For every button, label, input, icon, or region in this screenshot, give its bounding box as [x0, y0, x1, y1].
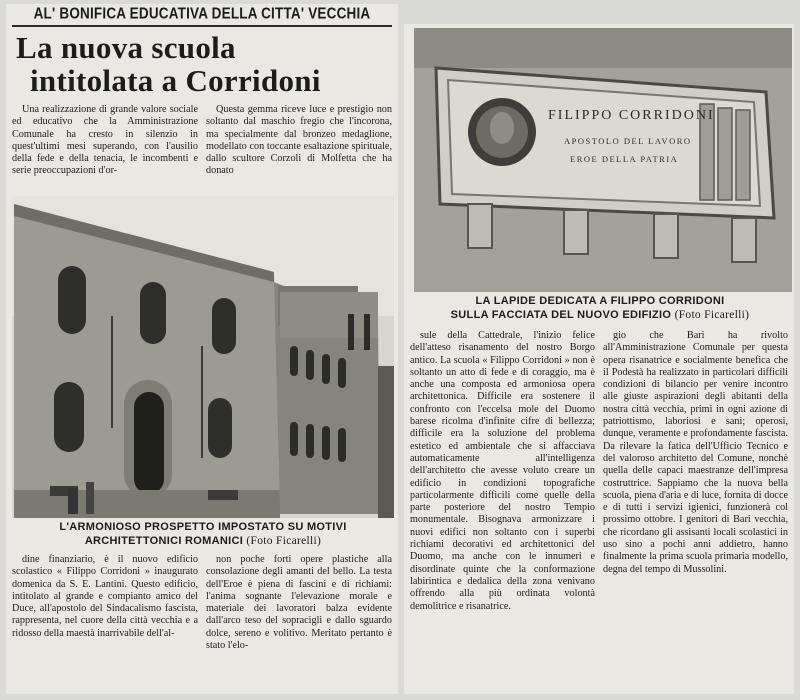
plaque-name: FILIPPO CORRIDONI [548, 108, 715, 123]
building-caption-line-2: ARCHITETTONICI ROMANICI [84, 535, 244, 547]
building-caption-line-1: L'ARMONIOSO PROSPETTO IMPOSTATO SU MOTIVI [59, 521, 347, 533]
article-headline [16, 31, 398, 97]
plaque-caption-line-1: LA LAPIDE DEDICATA A FILIPPO CORRIDONI [475, 295, 725, 307]
headline-line-1: La nuova scuola [16, 30, 236, 65]
building-caption-credit: (Foto Ficarelli) [246, 535, 322, 547]
plaque-photo [414, 28, 792, 292]
left-article-panel [6, 4, 398, 694]
plaque-caption-line-2: SULLA FACCIATA DEL NUOVO EDIFIZIO [450, 309, 672, 321]
right-article-panel [404, 24, 794, 694]
kicker-rule [12, 25, 392, 27]
right-column-2 [603, 330, 788, 690]
bottom-column-2-text: non poche forti opere plastiche alla consolazione degli amanti del bello. La testa dell'Eroe è piena di fascini e di richiami: l'anima sognante l'elevazione morale e materiale dei lavoratori balza evidente dall'arco teso del sopracigli e dallo sguardo dolce, sereno e volitivo. Meritato pertanto è stato l'elo- [206, 554, 392, 652]
bottom-column-1-text: dine finanziario, è il nuovo edificio scolastico « Filippo Corridoni » inaugurato domenica da S. E. Lantini. Questo edificio, intitolato al grande e compianto amico del Duce, all'apostolo del Sindacalismo fascista, rappresenta, nel cuore della città vecchia e a ridosso della maestà inarrivabile dell'al- [12, 554, 198, 639]
top-column-2 [206, 104, 392, 198]
top-column-1-text: Una realizzazione di grande valore sociale ed educativo che la Amministrazione Comunale ha cresto in silenzio in quest'ultimi mesi superando, con l'ausilio della fede e della tenacia, le incombenti e serie preoccupazioni d'or- [12, 104, 198, 177]
right-column-1-text: sule della Cattedrale, l'inizio felice dell'atteso risanamento del nostro Borgo antico. La scuola « Filippo Corridoni » non è soltanto un atto di fede e di coraggio, ma è anche una composta ed armoniosa opera architettonica. Difficile era sostenere il confronto con l'eccelsa mole del Duomo barese ricolma d'infinite cifre di bellezza; difficile era la soluzione del problema estetico ed ambientale che si affacciava automaticamente all'intelligenza dell'architetto che avesse voluto creare un edificio in condizioni topografiche particolarmente difficili come quelle della parte posteriore del nostro Tempio monumentale. Bisognava armonizzare i nuovi edifici non soltanto con i superbi richiami decorativi ed architettonici del Duomo, ma anche con le innumeri e disordinate quinte che la conformazione labirintica e dedalica della zona venivano offrendo alla più ordinata volontà demolitrice e risanatrice. [410, 330, 595, 612]
plaque-line-3: EROE DELLA PATRIA [570, 154, 679, 164]
school-building-photo [12, 196, 394, 518]
plaque-caption-credit: (Foto Ficarelli) [674, 309, 750, 321]
bottom-column-1 [12, 554, 198, 690]
right-column-1 [410, 330, 595, 690]
top-column-2-text: Questa gemma riceve luce e prestigio non soltanto dal maschio fregio che l'incorona, ma specialmente dal bronzeo medaglione, modellato con toccante esaltazione spirituale, dallo scultore Corzoli di Molfetta che ha donato [206, 104, 392, 177]
headline-line-2: intitolata a Corridoni [30, 63, 321, 98]
right-columns [404, 330, 794, 690]
building-photo-caption [12, 520, 394, 548]
bottom-column-2 [206, 554, 392, 690]
bottom-columns [6, 554, 398, 690]
top-columns [6, 104, 398, 198]
plaque-photo-caption [410, 294, 790, 322]
article-kicker: AL' BONIFICA EDUCATIVA DELLA CITTA' VECCHIA [33, 4, 371, 23]
plaque-line-2: APOSTOLO DEL LAVORO [564, 136, 692, 146]
right-column-2-text: gio che Bari ha rivolto all'Amministrazione Comunale per questa opera risanatrice e socialmente benefica che il Podestà ha realizzato in particolari difficili condizioni di bilancio per venire incontro alle giuste aspirazioni degli abitanti della nostra città vecchia, primi in ogni azione di patriottismo, laboriosi e sani; operosi, dunque, veramente e profondamente fascista. Da rilevare la fatica dell'Ufficio Tecnico e del valoroso architetto del Comune, nonchè quella delle capaci maestranze dell'impresa costruttrice. Sappiamo che la nuova bella scuola, piena d'aria e di luce, fornita di docce e di tutti i servizi igienici, funzionerà col prossimo ottobre. I genitori di Bari vecchia, che ricordano gli assisanti locali scolastici in uso sino a pochi anni addietro, hanno finalmente la prima scuola primaria modello, degna del tempo di Mussolini. [603, 330, 788, 575]
top-column-1 [12, 104, 198, 198]
school-building-illustration [12, 196, 394, 518]
